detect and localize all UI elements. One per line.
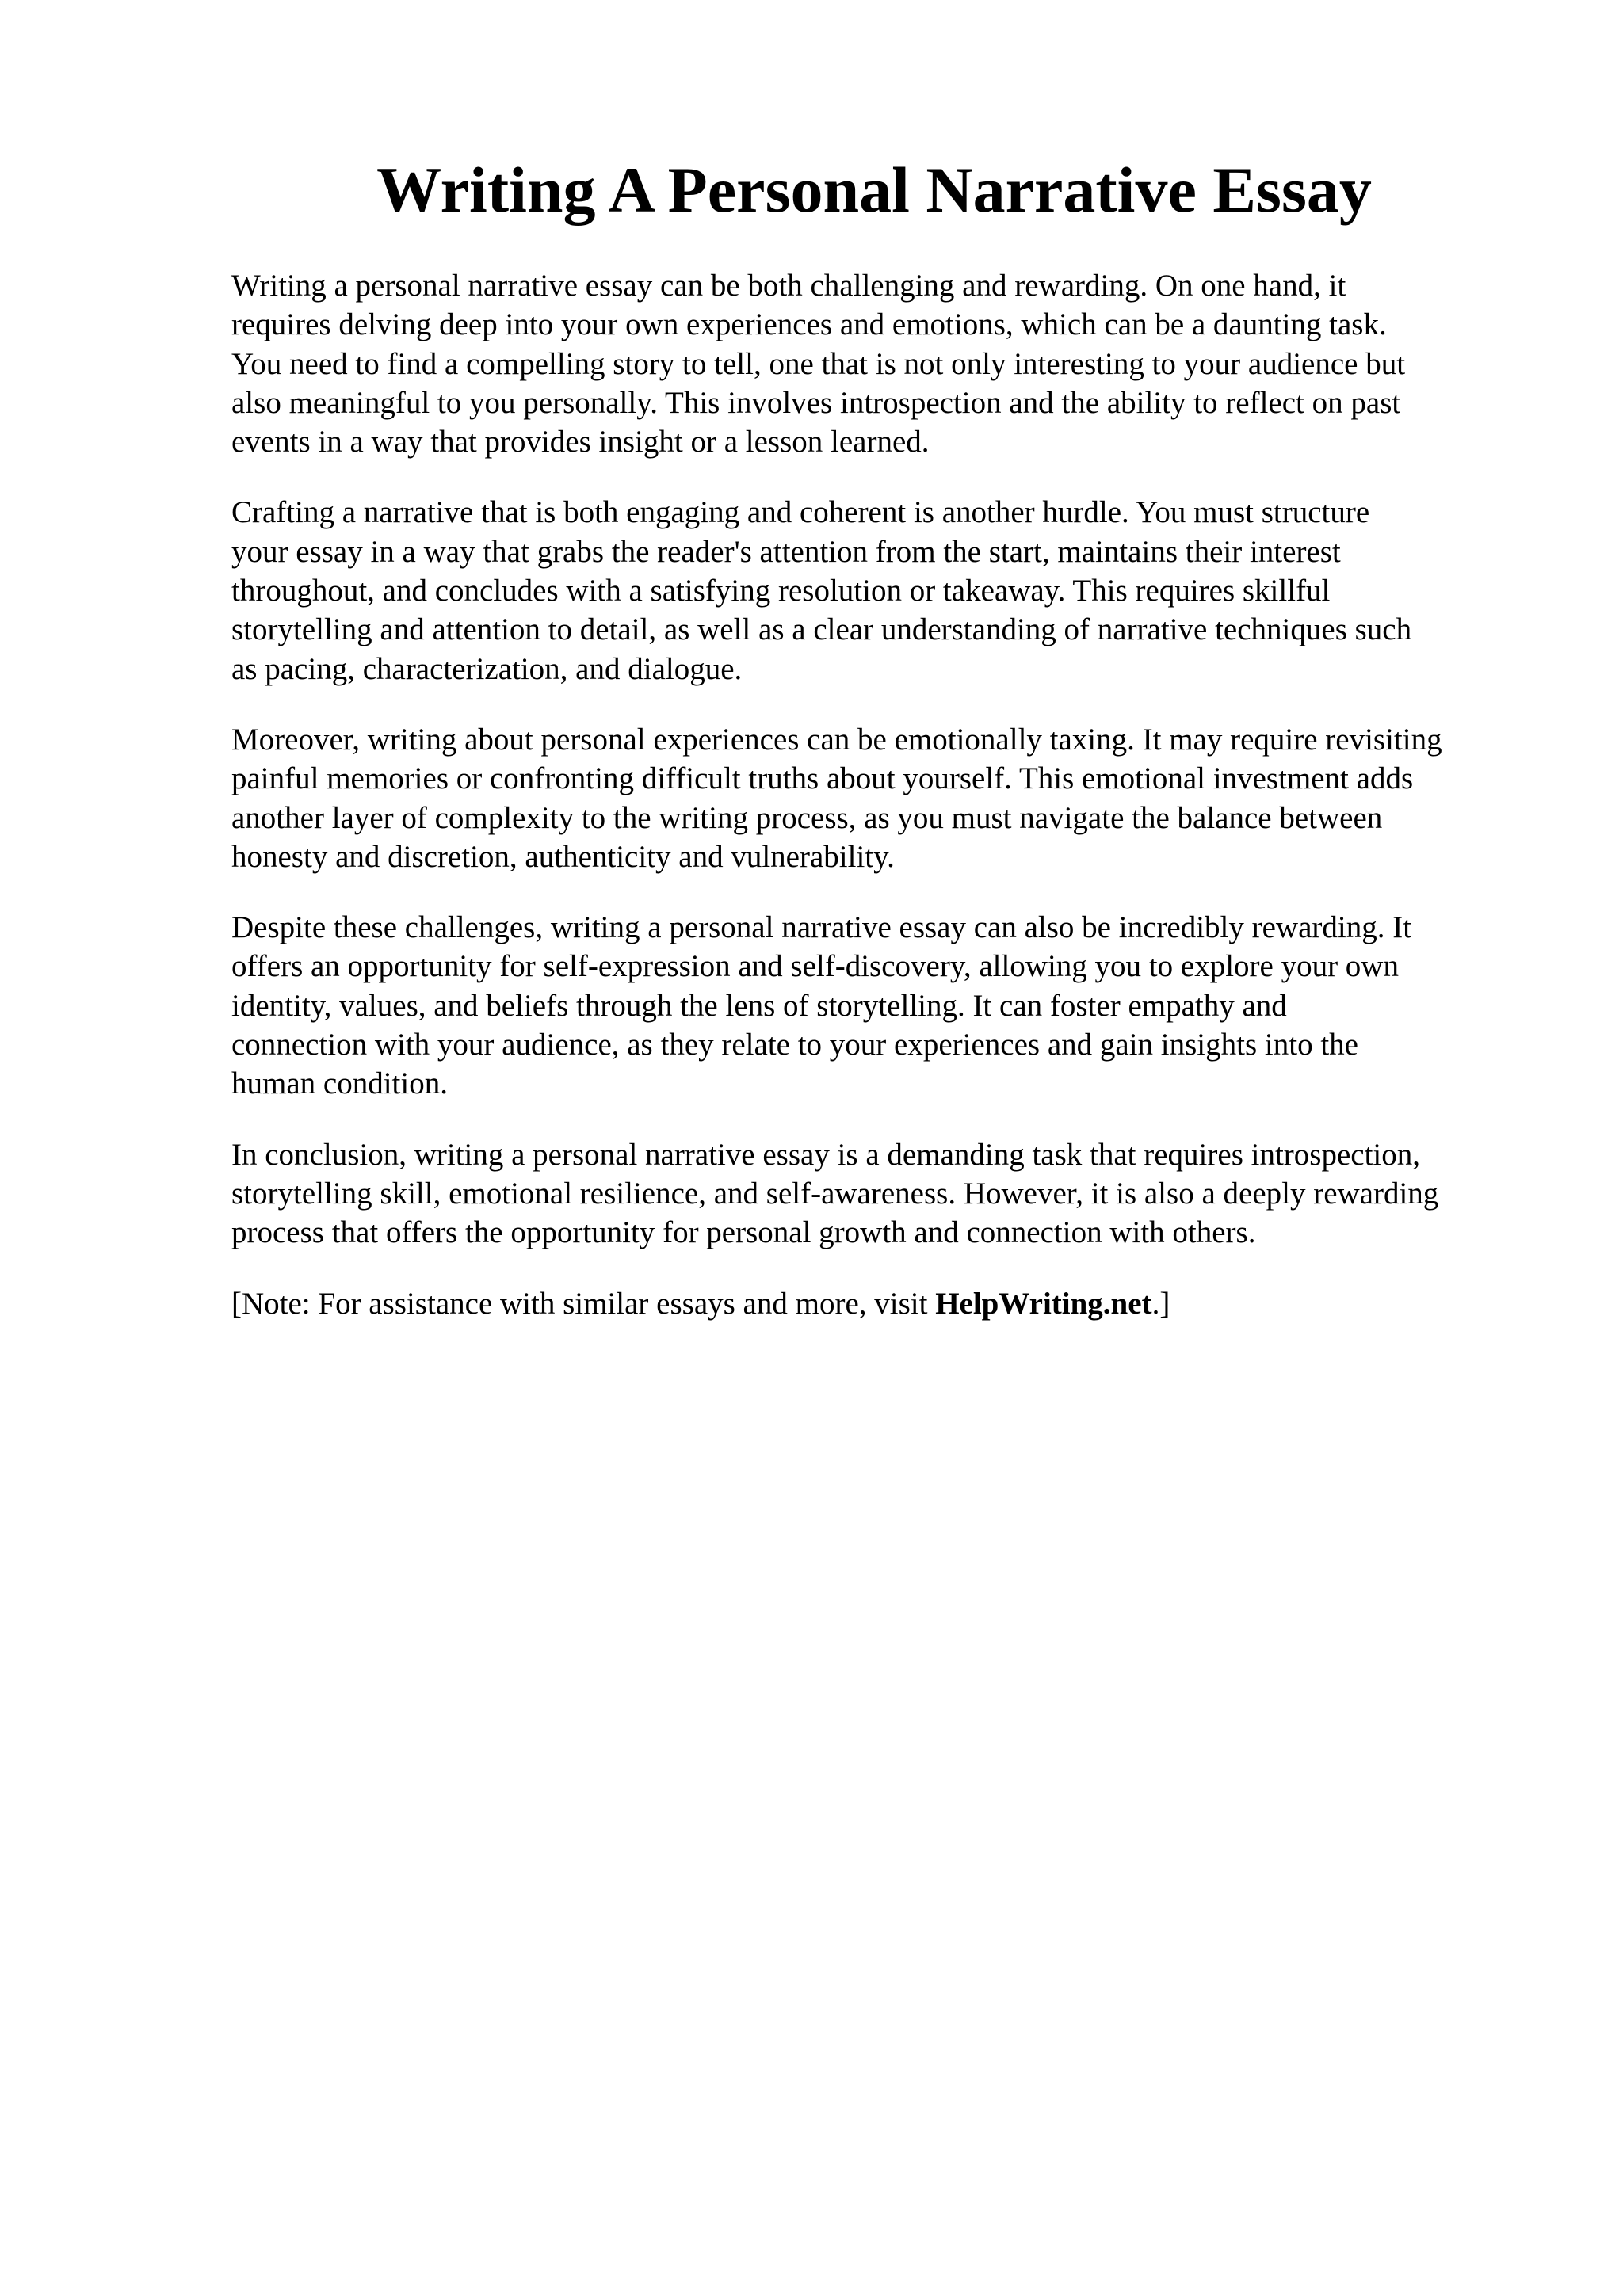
text-line: human condition. <box>231 1066 448 1101</box>
text-line: throughout, and concludes with a satisfying resolution or takeaway. This requires skillful <box>231 574 1331 608</box>
text-line: events in a way that provides insight or a lesson learned. <box>231 425 930 460</box>
paragraph-4 <box>231 908 1531 1103</box>
text-line: You need to find a compelling story to tell, one that is not only interesting to your audience but <box>231 346 1406 381</box>
text-line: Crafting a narrative that is both engaging and coherent is another hurdle. You must structure <box>231 495 1370 530</box>
paragraph-3 <box>231 720 1531 876</box>
text-line: storytelling and attention to detail, as well as a clear understanding of narrative techniques such <box>231 612 1412 647</box>
text-line: process that offers the opportunity for personal growth and connection with others. <box>231 1215 1256 1250</box>
text-line: another layer of complexity to the writing process, as you must navigate the balance between <box>231 800 1383 835</box>
note-suffix: .] <box>1151 1286 1170 1321</box>
text-line: painful memories or confronting difficult truths about yourself. This emotional investment adds <box>231 761 1414 796</box>
text-line: storytelling skill, emotional resilience, and self-awareness. However, it is also a deeply rewarding <box>231 1176 1439 1211</box>
essay-body <box>231 266 1531 1355</box>
paragraph-5 <box>231 1135 1531 1253</box>
text-line: your essay in a way that grabs the reader's attention from the start, maintains their interest <box>231 534 1341 569</box>
text-line: also meaningful to you personally. This involves introspection and the ability to reflect on past <box>231 385 1401 420</box>
note-paragraph <box>231 1284 1531 1323</box>
page-title: Writing A Personal Narrative Essay <box>376 154 1372 226</box>
text-line: In conclusion, writing a personal narrative essay is a demanding task that requires introspection, <box>231 1137 1420 1172</box>
text-line: Moreover, writing about personal experiences can be emotionally taxing. It may require revisiting <box>231 722 1442 757</box>
text-line: Writing a personal narrative essay can be both challenging and rewarding. On one hand, it <box>231 269 1346 303</box>
text-line: as pacing, characterization, and dialogue. <box>231 651 743 686</box>
paragraph-1 <box>231 266 1531 461</box>
text-line: honesty and discretion, authenticity and vulnerability. <box>231 839 895 874</box>
text-line: Despite these challenges, writing a personal narrative essay can also be incredibly rewarding. It <box>231 910 1412 945</box>
paragraph-2 <box>231 493 1531 688</box>
text-line: offers an opportunity for self-expression and self-discovery, allowing you to explore your own <box>231 949 1399 984</box>
note-prefix: [Note: For assistance with similar essays and more, visit <box>231 1286 936 1321</box>
text-line: identity, values, and beliefs through the lens of storytelling. It can foster empathy and <box>231 988 1287 1023</box>
text-line: connection with your audience, as they relate to your experiences and gain insights into the <box>231 1028 1358 1062</box>
helpwriting-link[interactable]: HelpWriting.net <box>935 1286 1152 1321</box>
text-line: requires delving deep into your own experiences and emotions, which can be a daunting task. <box>231 307 1387 342</box>
